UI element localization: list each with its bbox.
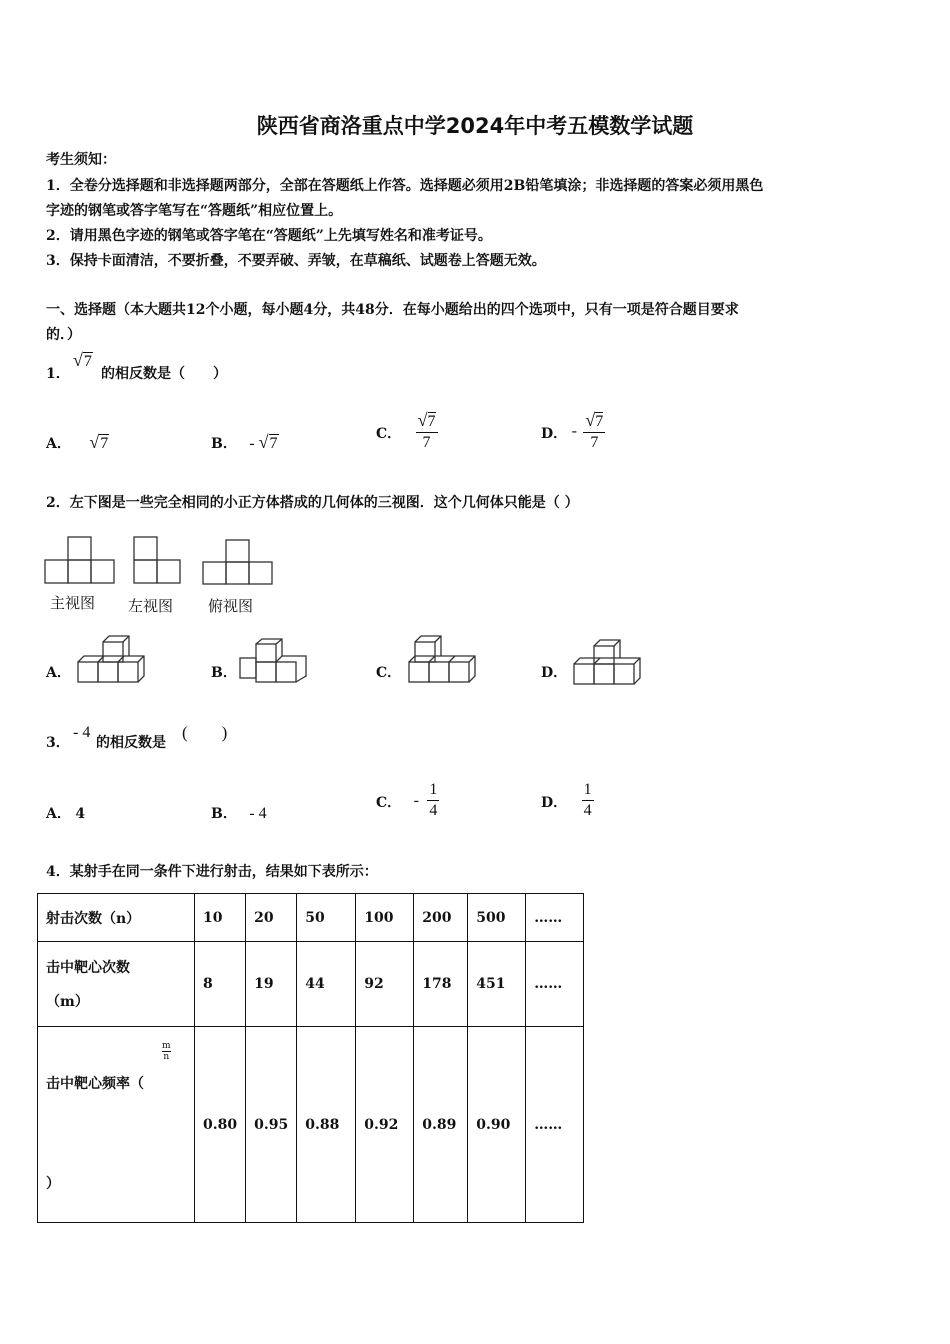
top-view-label: 俯视图 [208,597,254,615]
option-numerator: 1 [582,780,594,801]
section-heading: 一、选择题（本大题共12个小题，每小题4分，共48分．在每小题给出的四个选项中，只有一项是符合题目要求 [46,302,739,318]
notice-heading: 考生须知： [46,152,116,168]
notice-item: 3．保持卡面清洁，不要折叠，不要弄破、弄皱，在草稿纸、试题卷上答题无效。 [46,253,546,269]
option-radicand: 7 [100,435,109,452]
q4-stem: 4．某射手在同一条件下进行射击，结果如下表所示： [46,864,378,880]
q3-stem: 的相反数是 [96,735,166,751]
q1-stem: 的相反数是（ ） [101,366,227,382]
option-radicand: 7 [269,435,278,452]
table-row [38,1027,584,1223]
table-cell: 0.95 [246,1027,297,1223]
left-view-label: 左视图 [128,597,174,615]
shooting-table [37,893,584,1223]
row-header-line: （m） [46,994,89,1010]
q1-option-b: B． - √7 [211,432,278,452]
row-header-line: 击中靶心频率（ [46,1076,144,1092]
option-label: C． [376,425,402,442]
left-view-drawing [134,537,180,583]
table-cell: 451 [468,942,526,1027]
top-view-drawing [203,540,272,584]
row-header [38,1027,195,1223]
option-label: B． [211,806,237,822]
table-cell: 8 [195,942,246,1027]
q2-option-c-figure [405,634,480,686]
option-sign: - [571,422,577,440]
row-header-line: 击中靶心次数 [46,960,130,976]
option-label: A． [46,806,71,822]
option-denominator: 4 [429,802,438,819]
table-cell: 500 [468,894,526,942]
q2-option-a-label: A． [46,665,71,681]
q2-option-a-figure [74,634,149,686]
option-denominator: 4 [583,802,592,819]
table-cell: 178 [414,942,468,1027]
row-header: 射击次数（n） [38,894,195,942]
table-cell: 100 [356,894,414,942]
row-header-line: ） [46,1176,60,1192]
q3-option-b [211,803,267,823]
q3-value: - 4 [73,724,91,741]
option-numerator: 1 [427,780,439,801]
q2-option-d-figure [570,638,645,688]
option-label: A． [46,436,71,452]
frequency-fraction [162,1041,171,1062]
option-sign: - [413,791,419,809]
option-value: - 4 [249,805,267,822]
q2-option-c-label: C． [376,665,402,681]
q3-paren: ( ) [182,723,228,742]
table-cell: 10 [195,894,246,942]
option-denominator: 7 [590,434,599,451]
q2-option-b-label: B． [211,665,237,681]
q2-stem: 2．左下图是一些完全相同的小正方体搭成的几何体的三视图．这个几何体只能是（ ） [46,495,579,511]
table-cell: 44 [297,942,356,1027]
front-view-label: 主视图 [50,594,96,612]
option-radicand: 7 [595,413,604,430]
table-cell: 50 [297,894,356,942]
table-cell: …… [526,894,584,942]
table-cell: 20 [246,894,297,942]
q1-number: 1． [46,366,70,382]
table-cell: 0.89 [414,1027,468,1223]
table-cell: 0.88 [297,1027,356,1223]
q1-radicand: 7 [83,353,92,370]
q1-sqrt: √7 [73,350,92,370]
table-row [38,942,584,1027]
notice-item: 1．全卷分选择题和非选择题两部分，全部在答题纸上作答。选择题必须用2B铅笔填涂；非选择题的答案必须用黑色 [46,178,764,194]
option-label: D． [541,425,568,442]
q2-option-b-figure [238,638,313,688]
option-label: D． [541,794,568,811]
q1-option-a: A． √7 [46,432,109,452]
option-radicand: 7 [427,413,436,430]
fraction-numerator: m [162,1041,171,1051]
section-heading-cont: 的．） [46,327,81,343]
q3-number: 3． [46,735,70,751]
table-cell: 19 [246,942,297,1027]
table-cell: 0.90 [468,1027,526,1223]
notice-item: 字迹的钢笔或答字笔写在“答题纸”相应位置上。 [46,203,343,219]
option-denominator: 7 [422,434,431,451]
option-sign: - [249,435,255,452]
table-cell: 0.92 [356,1027,414,1223]
table-row [38,894,584,942]
q3-option-d [541,780,594,821]
q1-option-d: D． - $\frac{√7}{7}$ [541,410,604,451]
fraction-denominator: n [163,1052,170,1062]
notice-item: 2．请用黑色字迹的钢笔或答字笔在“答题纸”上先填写姓名和准考证号。 [46,228,492,244]
option-label: C． [376,794,402,811]
table-cell: …… [526,1027,584,1223]
q2-option-d-label: D． [541,665,568,681]
table-cell: 0.80 [195,1027,246,1223]
q3-option-a [46,803,85,823]
option-value: 4 [75,806,86,822]
front-view-drawing [45,537,114,583]
q1-option-c: C． $\frac{√7}{7}$ [376,410,436,451]
table-cell: 200 [414,894,468,942]
page-title: 陕西省商洛重点中学2024年中考五模数学试题 [256,114,694,138]
q3-option-c [376,780,439,821]
row-header [38,942,195,1027]
option-label: B． [211,436,237,452]
three-views-figure [40,532,300,592]
table-cell: …… [526,942,584,1027]
table-cell: 92 [356,942,414,1027]
